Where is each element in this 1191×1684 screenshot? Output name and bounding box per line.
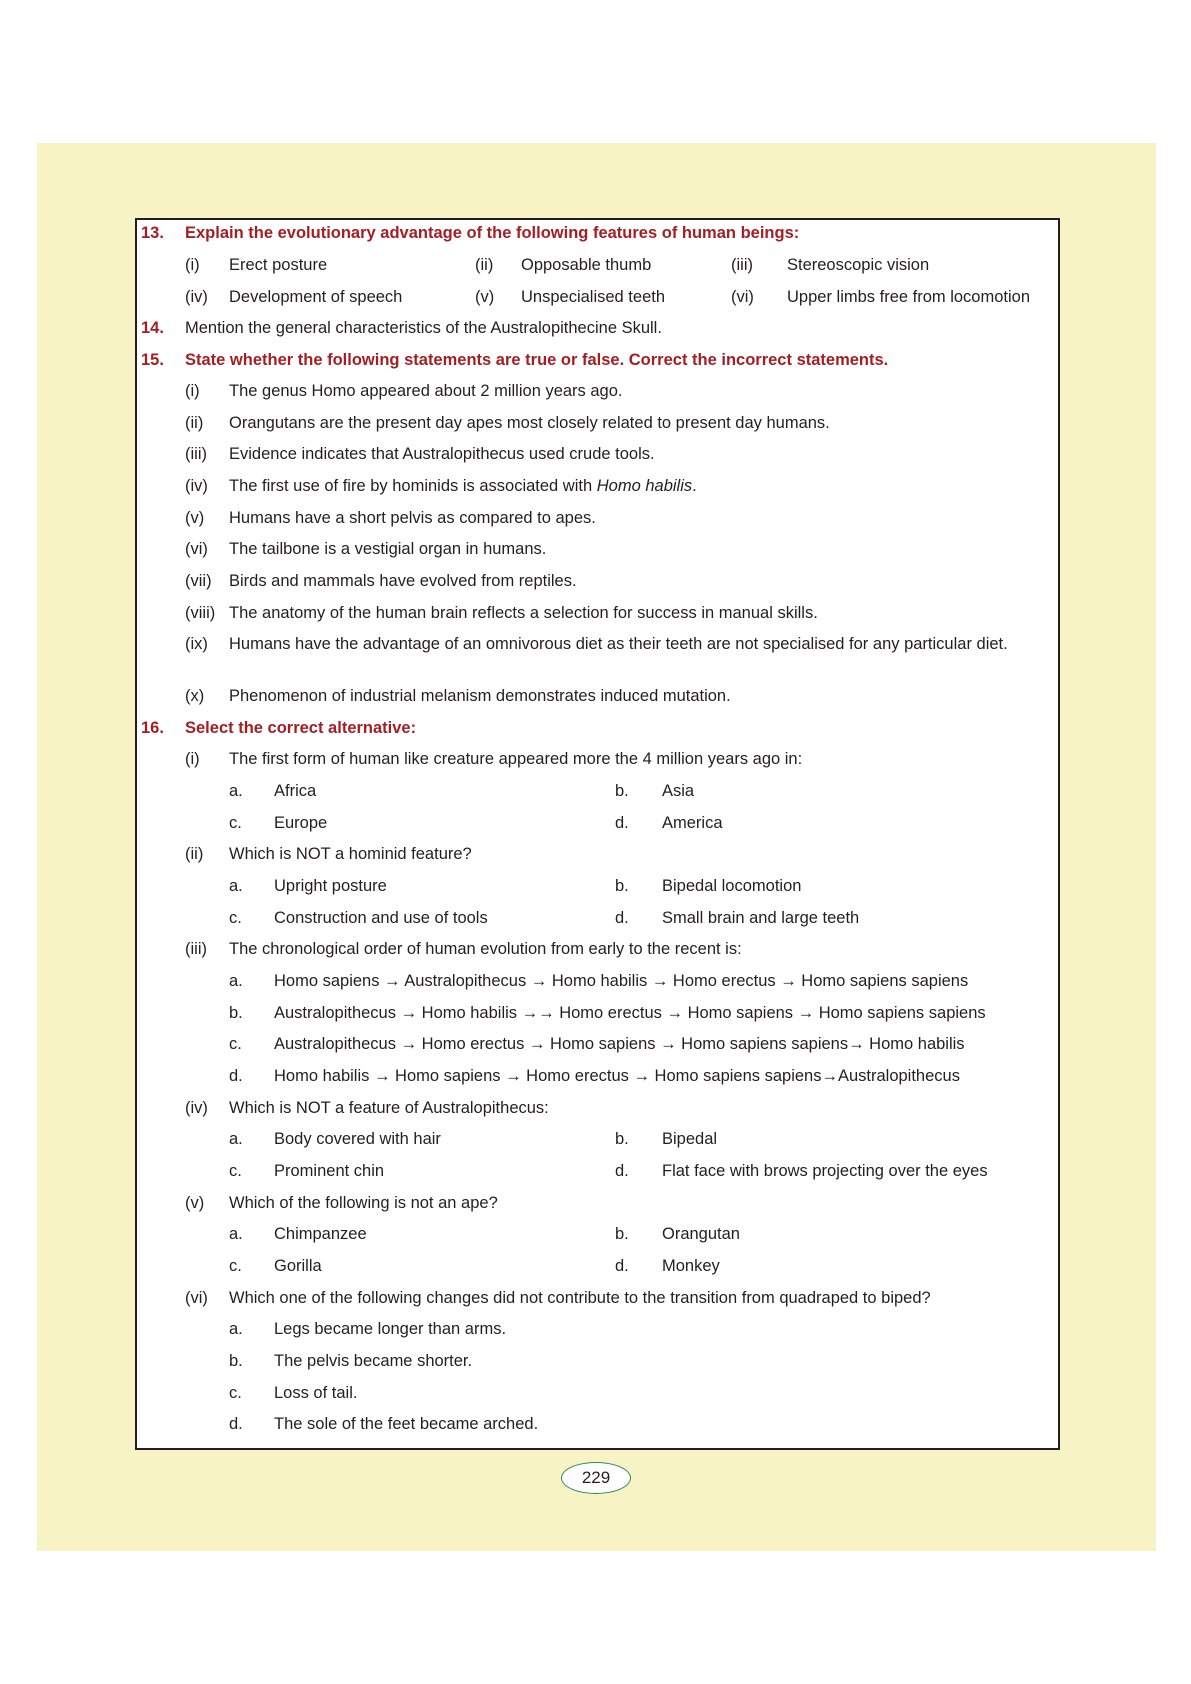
question-text: State whether the following statements are true or false. Correct the incorrect statements. — [185, 351, 889, 369]
option-text: Orangutan — [662, 1225, 740, 1243]
option-text: Europe — [274, 814, 328, 832]
option-letter: b. — [615, 1225, 629, 1243]
item-roman: (ii) — [185, 845, 204, 863]
option-text: Homo sapiens → Australopithecus → Homo habilis → Homo erectus → Homo sapiens sapiens — [274, 972, 969, 990]
list-item — [0, 378, 1191, 404]
option-text: Loss of tail. — [274, 1384, 358, 1402]
item-text: The chronological order of human evolution from early to the recent is: — [229, 940, 742, 958]
page-number: 229 — [561, 1462, 631, 1494]
item-text: Which is NOT a hominid feature? — [229, 845, 472, 863]
option-letter: d. — [229, 1067, 243, 1085]
option-text: Legs became longer than arms. — [274, 1320, 507, 1338]
sub-question — [0, 841, 1191, 867]
item-text: Stereoscopic vision — [787, 256, 930, 274]
item-roman: (v) — [475, 288, 495, 306]
option-text: Construction and use of tools — [274, 909, 488, 927]
item-text: Which one of the following changes did not contribute to the transition from quadraped to biped? — [229, 1289, 931, 1307]
item-roman: (i) — [185, 750, 200, 768]
list-item — [0, 410, 1191, 436]
item-text: The genus Homo appeared about 2 million years ago. — [229, 382, 623, 400]
item-roman: (ii) — [185, 414, 204, 432]
option-text: The pelvis became shorter. — [274, 1352, 473, 1370]
question-text: Mention the general characteristics of the Australopithecine Skull. — [185, 319, 662, 337]
option-row — [0, 1158, 1191, 1184]
option-text: Asia — [662, 782, 695, 800]
list-item — [0, 441, 1191, 467]
option-letter: a. — [229, 972, 243, 990]
option-text: America — [662, 814, 723, 832]
item-text: Orangutans are the present day apes most closely related to present day humans. — [229, 414, 830, 432]
item-text: The anatomy of the human brain reflects a selection for success in manual skills. — [229, 604, 818, 622]
item-text: Development of speech — [229, 288, 403, 306]
option-row — [0, 810, 1191, 836]
item-roman: (vi) — [185, 1289, 208, 1307]
list-item — [0, 568, 1191, 594]
option-row — [0, 1126, 1191, 1152]
item-roman: (x) — [185, 687, 205, 705]
item-roman: (iii) — [731, 256, 753, 274]
option-row — [0, 1316, 1191, 1342]
sub-question — [0, 1285, 1191, 1311]
option-text: Bipedal — [662, 1130, 718, 1148]
option-text: Homo habilis → Homo sapiens → Homo erectus → Homo sapiens sapiens→Australopithecus — [274, 1067, 960, 1085]
item-roman: (vii) — [185, 572, 212, 590]
item-roman: (viii) — [185, 604, 216, 622]
item-text: The tailbone is a vestigial organ in humans. — [229, 540, 547, 558]
option-text: Bipedal locomotion — [662, 877, 802, 895]
option-text: Upright posture — [274, 877, 387, 895]
option-text: Australopithecus → Homo habilis →→ Homo erectus → Homo sapiens → Homo sapiens sapiens — [274, 1004, 986, 1022]
option-letter: c. — [229, 1035, 242, 1053]
option-letter: b. — [615, 877, 629, 895]
item-text: Humans have the advantage of an omnivorous diet as their teeth are not specialised for any particular diet. — [229, 635, 1008, 653]
item-text: Upper limbs free from locomotion — [787, 288, 1031, 306]
option-letter: a. — [229, 1130, 243, 1148]
item-roman: (iv) — [185, 477, 208, 495]
option-letter: b. — [615, 782, 629, 800]
option-letter: c. — [229, 909, 242, 927]
option-text: Gorilla — [274, 1257, 322, 1275]
list-item — [0, 600, 1191, 626]
option-row — [0, 1221, 1191, 1247]
item-text: Birds and mammals have evolved from reptiles. — [229, 572, 577, 590]
option-row — [0, 1063, 1191, 1089]
option-row — [0, 905, 1191, 931]
item-roman: (v) — [185, 509, 205, 527]
option-letter: c. — [229, 1162, 242, 1180]
option-text: Flat face with brows projecting over the eyes — [662, 1162, 988, 1180]
list-item — [0, 252, 1191, 278]
option-text: Small brain and large teeth — [662, 909, 860, 927]
list-item — [0, 473, 1191, 499]
list-item — [0, 505, 1191, 531]
item-text: Unspecialised teeth — [521, 288, 666, 306]
option-row — [0, 1031, 1191, 1057]
option-letter: b. — [229, 1004, 243, 1022]
item-roman: (vi) — [185, 540, 208, 558]
option-letter: c. — [229, 1384, 242, 1402]
item-text: Evidence indicates that Australopithecus used crude tools. — [229, 445, 655, 463]
option-text: Africa — [274, 782, 317, 800]
option-text: Chimpanzee — [274, 1225, 367, 1243]
item-text: Phenomenon of industrial melanism demonstrates induced mutation. — [229, 687, 731, 705]
option-row — [0, 778, 1191, 804]
sub-question — [0, 746, 1191, 772]
option-letter: d. — [229, 1415, 243, 1433]
question-number: 13. — [141, 224, 164, 242]
option-letter: a. — [229, 1320, 243, 1338]
option-text: The sole of the feet became arched. — [274, 1415, 539, 1433]
sub-question — [0, 936, 1191, 962]
list-item — [0, 284, 1191, 310]
item-roman: (iii) — [185, 940, 207, 958]
item-text: The first form of human like creature appeared more the 4 million years ago in: — [229, 750, 803, 768]
item-roman: (iv) — [185, 288, 208, 306]
item-text: Opposable thumb — [521, 256, 652, 274]
sub-question — [0, 1095, 1191, 1121]
item-roman: (ix) — [185, 635, 208, 653]
option-letter: a. — [229, 877, 243, 895]
option-row — [0, 1380, 1191, 1406]
option-row — [0, 1411, 1191, 1437]
item-text: The first use of fire by hominids is associated with Homo habilis. — [229, 477, 697, 495]
option-letter: d. — [615, 1257, 629, 1275]
option-letter: b. — [615, 1130, 629, 1148]
option-letter: d. — [615, 1162, 629, 1180]
sub-question — [0, 1190, 1191, 1216]
question-number: 15. — [141, 351, 164, 369]
list-item — [0, 683, 1191, 709]
question-number: 14. — [141, 319, 164, 337]
item-roman: (iii) — [185, 445, 207, 463]
item-roman: (ii) — [475, 256, 494, 274]
option-letter: c. — [229, 1257, 242, 1275]
option-letter: d. — [615, 814, 629, 832]
item-roman: (vi) — [731, 288, 754, 306]
option-letter: c. — [229, 814, 242, 832]
option-text: Prominent chin — [274, 1162, 385, 1180]
item-roman: (i) — [185, 256, 200, 274]
item-roman: (iv) — [185, 1099, 208, 1117]
item-roman: (v) — [185, 1194, 205, 1212]
option-row — [0, 1000, 1191, 1026]
question-number: 16. — [141, 719, 164, 737]
question-text: Explain the evolutionary advantage of the following features of human beings: — [185, 224, 800, 242]
item-text: Which is NOT a feature of Australopithecus: — [229, 1099, 549, 1117]
option-row — [0, 968, 1191, 994]
list-item — [0, 631, 1191, 677]
option-letter: a. — [229, 782, 243, 800]
option-row — [0, 1348, 1191, 1374]
item-text: Erect posture — [229, 256, 328, 274]
option-row — [0, 1253, 1191, 1279]
option-letter: b. — [229, 1352, 243, 1370]
option-letter: a. — [229, 1225, 243, 1243]
option-row — [0, 873, 1191, 899]
option-text: Monkey — [662, 1257, 720, 1275]
option-text: Australopithecus → Homo erectus → Homo sapiens → Homo sapiens sapiens→ Homo habilis — [274, 1035, 965, 1053]
item-text: Which of the following is not an ape? — [229, 1194, 498, 1212]
list-item — [0, 536, 1191, 562]
item-roman: (i) — [185, 382, 200, 400]
option-letter: d. — [615, 909, 629, 927]
question-text: Select the correct alternative: — [185, 719, 417, 737]
option-text: Body covered with hair — [274, 1130, 441, 1148]
item-text: Humans have a short pelvis as compared to apes. — [229, 509, 596, 527]
